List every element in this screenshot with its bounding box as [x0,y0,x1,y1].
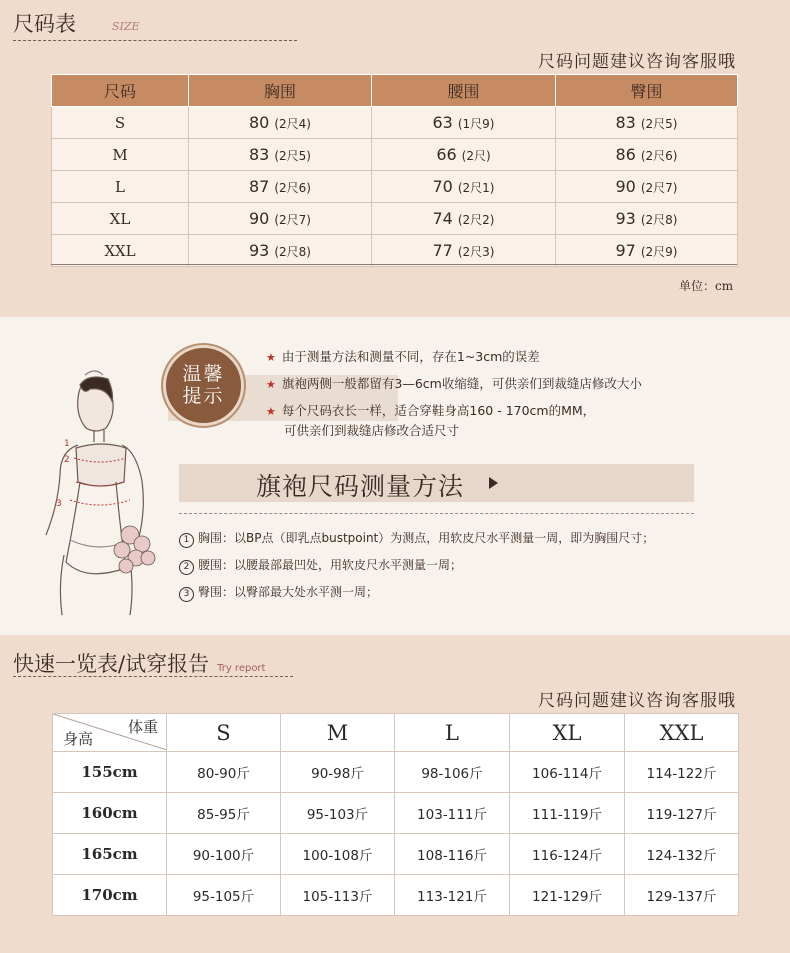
quick-table-title: 快速一览表/试穿报告 Try report [13,652,266,676]
waist-cell: 74 (2尺2) [372,203,556,235]
quick-table-row [53,875,739,916]
badge-line-1: 温馨 [182,363,225,385]
size-table [51,74,738,267]
size-cell: M [52,139,189,171]
method-step: 2 腰围：以腰最部最凹处，用软皮尺水平测量一周； [179,556,462,575]
quick-size-table [52,713,739,916]
quick-table-header [53,714,739,752]
play-arrow-icon [489,477,498,489]
weight-range-cell: 105-113斤 [281,875,395,916]
header-hip: 臀围 [556,75,738,107]
weight-range-cell: 95-103斤 [281,793,395,834]
header-waist: 腰围 [372,75,556,107]
bust-cell: 80 (2尺4) [189,107,372,139]
size-cell: XL [52,203,189,235]
size-cell: L [52,171,189,203]
hip-cell: 83 (2尺5) [556,107,738,139]
size-table-row [52,235,738,267]
method-step: 3 臀围：以臀部最大处水平测一周； [179,583,378,602]
weight-range-cell: 121-129斤 [510,875,625,916]
marker-1: 1 [64,439,70,449]
weight-range-cell: 103-111斤 [395,793,510,834]
tip-item: ★ 旗袍两侧一般都留有3—6cm收缩缝，可供亲们到裁缝店修改大小 [266,376,642,391]
hip-cell: 90 (2尺7) [556,171,738,203]
star-icon: ★ [266,378,276,391]
warm-tips-badge [163,345,244,426]
table-bottom-rule [51,264,737,265]
height-cell: 155cm [53,752,167,793]
marker-3: 3 [56,499,62,509]
height-cell: 170cm [53,875,167,916]
weight-range-cell: 129-137斤 [625,875,739,916]
size-col-xl: XL [510,714,625,752]
weight-range-cell: 80-90斤 [167,752,281,793]
star-icon: ★ [266,405,276,418]
waist-cell: 77 (2尺3) [372,235,556,267]
bust-cell: 87 (2尺6) [189,171,372,203]
waist-cell: 70 (2尺1) [372,171,556,203]
size-col-s: S [167,714,281,752]
weight-label: 体重 [127,718,158,736]
customer-service-notice: 尺码问题建议咨询客服哦 [538,52,736,72]
weight-range-cell: 111-119斤 [510,793,625,834]
tip-item-continued: 可供亲们到裁缝店修改合适尺寸 [284,423,460,438]
bust-cell: 93 (2尺8) [189,235,372,267]
signature-logo: SIZE [112,20,140,33]
badge-line-2: 提示 [182,385,225,407]
size-col-l: L [395,714,510,752]
quick-table-row [53,834,739,875]
size-col-m: M [281,714,395,752]
title-divider [13,40,297,41]
marker-2: 2 [64,455,70,465]
size-table-row [52,107,738,139]
woman-figure-illustration [30,330,160,630]
size-cell: XXL [52,235,189,267]
unit-label: 单位：cm [679,279,734,293]
hip-cell: 86 (2尺6) [556,139,738,171]
tip-item: ★ 每个尺码衣长一样，适合穿鞋身高160 - 170cm的MM， [266,403,596,418]
size-table-row [52,171,738,203]
weight-range-cell: 124-132斤 [625,834,739,875]
waist-cell: 66 (2尺) [372,139,556,171]
method-title: 旗袍尺码测量方法 [256,472,465,501]
weight-range-cell: 98-106斤 [395,752,510,793]
corner-cell [53,714,167,752]
size-table-header [52,75,738,107]
height-cell: 165cm [53,834,167,875]
weight-range-cell: 108-116斤 [395,834,510,875]
size-table-row [52,139,738,171]
weight-range-cell: 85-95斤 [167,793,281,834]
tip-item: ★ 由于测量方法和测量不同，存在1~3cm的误差 [266,349,540,364]
weight-range-cell: 100-108斤 [281,834,395,875]
weight-range-cell: 90-98斤 [281,752,395,793]
weight-range-cell: 116-124斤 [510,834,625,875]
weight-range-cell: 90-100斤 [167,834,281,875]
size-table-row [52,203,738,235]
try-report-subtitle: Try report [217,663,266,674]
customer-service-notice: 尺码问题建议咨询客服哦 [538,691,736,711]
star-icon: ★ [266,351,276,364]
hip-cell: 97 (2尺9) [556,235,738,267]
bust-cell: 90 (2尺7) [189,203,372,235]
weight-range-cell: 114-122斤 [625,752,739,793]
bust-cell: 83 (2尺5) [189,139,372,171]
hip-cell: 93 (2尺8) [556,203,738,235]
weight-range-cell: 119-127斤 [625,793,739,834]
waist-cell: 63 (1尺9) [372,107,556,139]
header-size: 尺码 [52,75,189,107]
method-step: 1 胸围：以BP点（即乳点bustpoint）为测点，用软皮尺水平测量一周，即为胸围尺寸； [179,529,654,548]
weight-range-cell: 113-121斤 [395,875,510,916]
size-cell: S [52,107,189,139]
weight-range-cell: 106-114斤 [510,752,625,793]
method-divider [179,513,694,514]
quick-table-row [53,752,739,793]
size-col-xxl: XXL [625,714,739,752]
weight-range-cell: 95-105斤 [167,875,281,916]
height-cell: 160cm [53,793,167,834]
title-divider [13,676,293,677]
height-label: 身高 [63,730,94,748]
header-bust: 胸围 [189,75,372,107]
quick-table-row [53,793,739,834]
size-chart-title: 尺码表 [13,12,76,36]
